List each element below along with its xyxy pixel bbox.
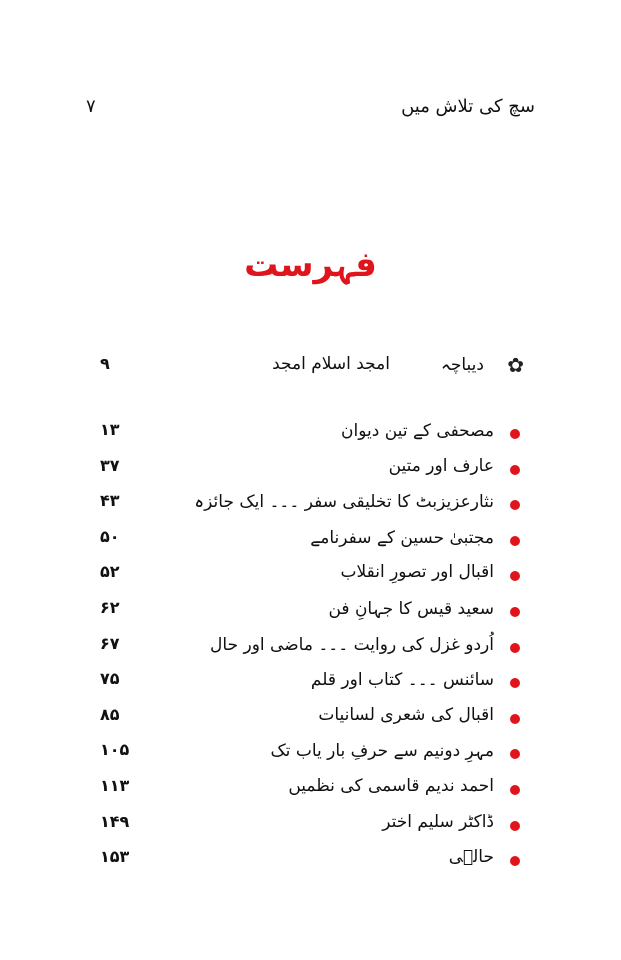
toc-entry-title: اُردو غزل کی روایت ۔۔۔ ماضی اور حال	[210, 634, 494, 655]
toc-entry-title: اقبال اور تصورِ انقلاب	[340, 562, 494, 583]
toc-entry-row[interactable]	[100, 596, 520, 626]
toc-heading: فہرست	[244, 245, 377, 285]
preface-author: امجد اسلام امجد	[272, 354, 390, 374]
toc-entry-page-number: ۶۲	[100, 598, 120, 617]
toc-entry-title: مصحفی کے تین دیوان	[341, 421, 494, 441]
toc-entry-title: مہرِ دونیم سے حرفِ بار یاب تک	[270, 741, 494, 762]
bullet-icon	[510, 856, 520, 866]
bullet-icon	[510, 465, 520, 475]
toc-entry-row[interactable]	[100, 632, 520, 662]
toc-entry-title: نثارعزیزبٹ کا تخلیقی سفر ۔۔۔ ایک جائزہ	[194, 492, 494, 513]
bullet-icon	[510, 749, 520, 759]
toc-entry-title: احمد ندیم قاسمی کی نظمیں	[288, 776, 494, 796]
toc-entry-page-number: ۸۵	[100, 704, 120, 724]
bullet-icon	[510, 821, 520, 831]
toc-entry-title: ڈاکٹر سلیم اختر	[382, 811, 494, 832]
toc-entry-page-number: ۳۷	[100, 455, 120, 475]
toc-entry-title: مجتبیٰ حسین کے سفرنامے	[310, 527, 494, 548]
bullet-icon	[510, 429, 520, 439]
preface-title: دیباچہ	[440, 355, 484, 375]
toc-entry-title: حالؔی	[448, 847, 494, 868]
bullet-icon	[510, 643, 520, 653]
preface-page-number: ۹	[100, 354, 110, 373]
toc-entry-row[interactable]	[100, 418, 520, 448]
bullet-icon	[510, 536, 520, 546]
toc-entry-page-number: ۱۵۳	[100, 847, 130, 867]
toc-entry-row[interactable]	[100, 810, 520, 840]
toc-entry-row[interactable]	[100, 738, 520, 768]
bullet-icon	[510, 678, 520, 688]
bullet-icon	[510, 714, 520, 724]
toc-entry-row[interactable]	[100, 454, 520, 484]
toc-entry-page-number: ۴۳	[100, 491, 120, 511]
toc-entry-row[interactable]	[100, 703, 520, 733]
toc-entry-title: سعید قیس کا جہانِ فن	[328, 599, 494, 619]
toc-entry-row[interactable]	[100, 845, 520, 875]
running-title: سچ کی تلاش میں	[401, 96, 535, 117]
bullet-icon	[510, 500, 520, 510]
toc-entry-row[interactable]	[100, 560, 520, 590]
bullet-icon	[510, 785, 520, 795]
toc-entry-title: اقبال کی شعری لسانیات	[318, 704, 494, 725]
bullet-icon	[510, 571, 520, 581]
toc-entry-row[interactable]	[100, 525, 520, 555]
toc-entry-row[interactable]	[100, 489, 520, 519]
toc-entry-page-number: ۱۰۵	[100, 740, 130, 760]
bullet-icon	[510, 607, 520, 617]
toc-entry-row[interactable]	[100, 667, 520, 697]
toc-entry-page-number: ۶۷	[100, 633, 120, 653]
toc-entry-page-number: ۷۵	[100, 669, 120, 689]
toc-entry-page-number: ۱۳	[100, 420, 120, 439]
flower-ornament-icon: ✿	[507, 353, 524, 377]
toc-entry-page-number: ۵۰	[100, 526, 120, 546]
toc-entry-page-number: ۱۱۳	[100, 776, 130, 795]
toc-entry-title: عارف اور متین	[388, 455, 494, 476]
toc-preface-row[interactable]	[100, 352, 524, 382]
toc-entry-row[interactable]	[100, 774, 520, 804]
page-number: ۷	[86, 96, 96, 117]
toc-entry-page-number: ۵۲	[100, 562, 120, 582]
toc-entry-title: سائنس ۔۔۔ کتاب اور قلم	[310, 670, 494, 691]
toc-entry-page-number: ۱۴۹	[100, 811, 130, 831]
